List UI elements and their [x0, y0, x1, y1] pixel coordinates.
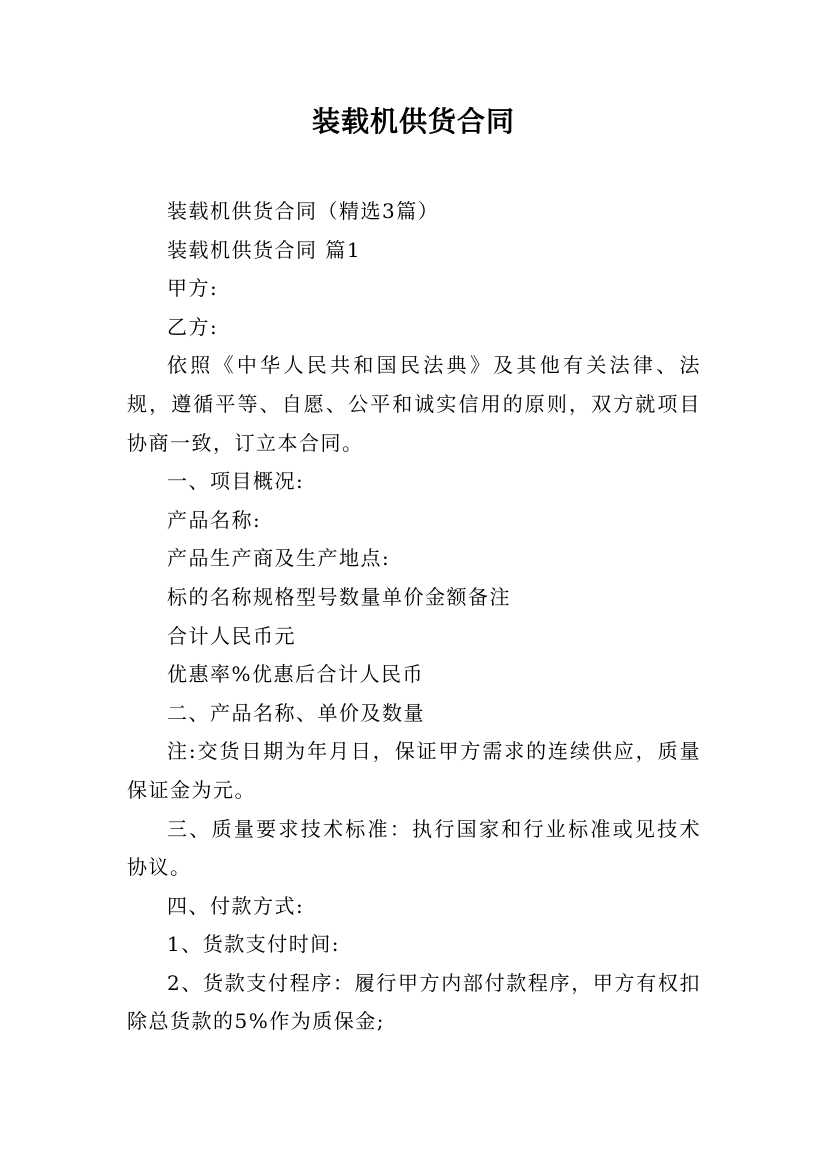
- paragraph: 三、质量要求技术标准：执行国家和行业标准或见技术协议。: [127, 816, 701, 880]
- paragraph: 2、货款支付程序：履行甲方内部付款程序，甲方有权扣除总货款的5%作为质保金;: [127, 970, 701, 1034]
- paragraph: 注:交货日期为年月日，保证甲方需求的连续供应，质量保证金为元。: [127, 739, 701, 802]
- paragraph: 标的名称规格型号数量单价金额备注: [167, 584, 511, 609]
- paragraph: 乙方:: [167, 314, 219, 339]
- paragraph: 装载机供货合同 篇1: [167, 237, 362, 262]
- paragraph: 二、产品名称、单价及数量: [167, 700, 425, 725]
- paragraph: 装载机供货合同（精选3篇）: [167, 199, 440, 223]
- paragraph: 优惠率%优惠后合计人民币: [167, 662, 425, 687]
- document-title: 装载机供货合同: [311, 105, 515, 138]
- paragraph: 一、项目概况:: [167, 469, 305, 494]
- paragraph: 1、货款支付时间:: [167, 932, 340, 957]
- paragraph: 产品名称:: [167, 507, 262, 532]
- paragraph: 四、付款方式:: [167, 893, 305, 918]
- paragraph: 甲方:: [167, 276, 219, 301]
- paragraph: 合计人民币元: [167, 623, 296, 648]
- document-body: [127, 192, 701, 1041]
- paragraph: 依照《中华人民共和国民法典》及其他有关法律、法规，遵循平等、自愿、公平和诚实信用的原则，双方就项目协商一致，订立本合同。: [127, 353, 701, 455]
- paragraph: 产品生产商及生产地点:: [167, 546, 391, 571]
